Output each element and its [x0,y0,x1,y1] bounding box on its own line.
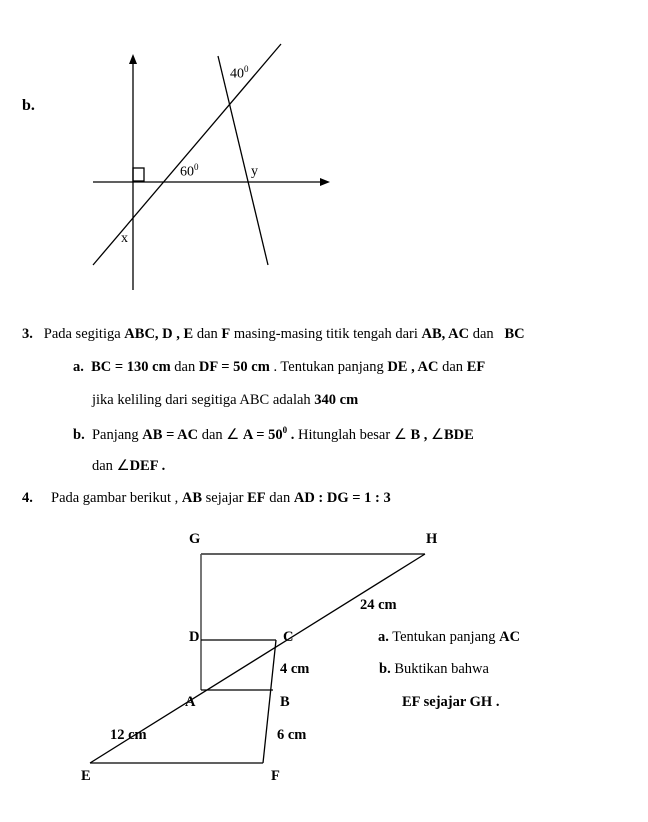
angle-60-label: $60^0$ [180,162,199,180]
point-A: A [185,694,196,710]
question-4b-line2: EF sejajar GH . [402,694,500,710]
angle-40-label: $40^0$ [230,64,249,82]
question-4-stem: 4. Pada gambar berikut , AB sejajar EF dan AD : DG = 1 : 3 [22,490,391,506]
arrow-up-icon [129,54,137,64]
question-4a: a. Tentukan panjang AC [378,629,521,645]
var-x-label: x [121,231,128,246]
segment-CF [263,640,276,763]
length-BF: 6 cm [277,727,307,743]
question-3a: a. BC = 130 cm dan DF = 50 cm . Tentukan panjang DE , AC dan EF [73,359,486,375]
length-EA: 12 cm [110,727,147,743]
point-B: B [280,694,290,710]
steep-line [218,56,268,265]
point-H: H [426,531,438,547]
question-3a-line2: jika keliling dari segitiga ABC adalah 340 cm [92,392,359,408]
point-F: F [271,768,280,784]
length-CH: 24 cm [360,597,397,613]
point-E: E [81,768,91,784]
question-3b-line2: dan ∠DEF . [92,458,166,474]
var-y-label: y [251,164,258,179]
length-BC: 4 cm [280,661,310,677]
question-3b: b. Panjang AB = AC dan ∠ $A = 50^0$ . Hitunglah besar ∠ B , ∠BDE [73,425,474,443]
angle-symbol: ∠ [226,426,240,443]
point-G: G [189,531,201,547]
right-angle-marker [133,168,144,181]
question-4b: b. Buktikan bahwa [379,661,489,677]
arrow-right-icon [320,178,330,186]
point-D: D [189,629,200,645]
part-b-label: b. [22,97,35,114]
question-3-stem: 3. Pada segitiga ABC, D , E dan F masing-masing titik tengah dari AB, AC dan BC [22,326,525,342]
point-C: C [283,629,294,645]
